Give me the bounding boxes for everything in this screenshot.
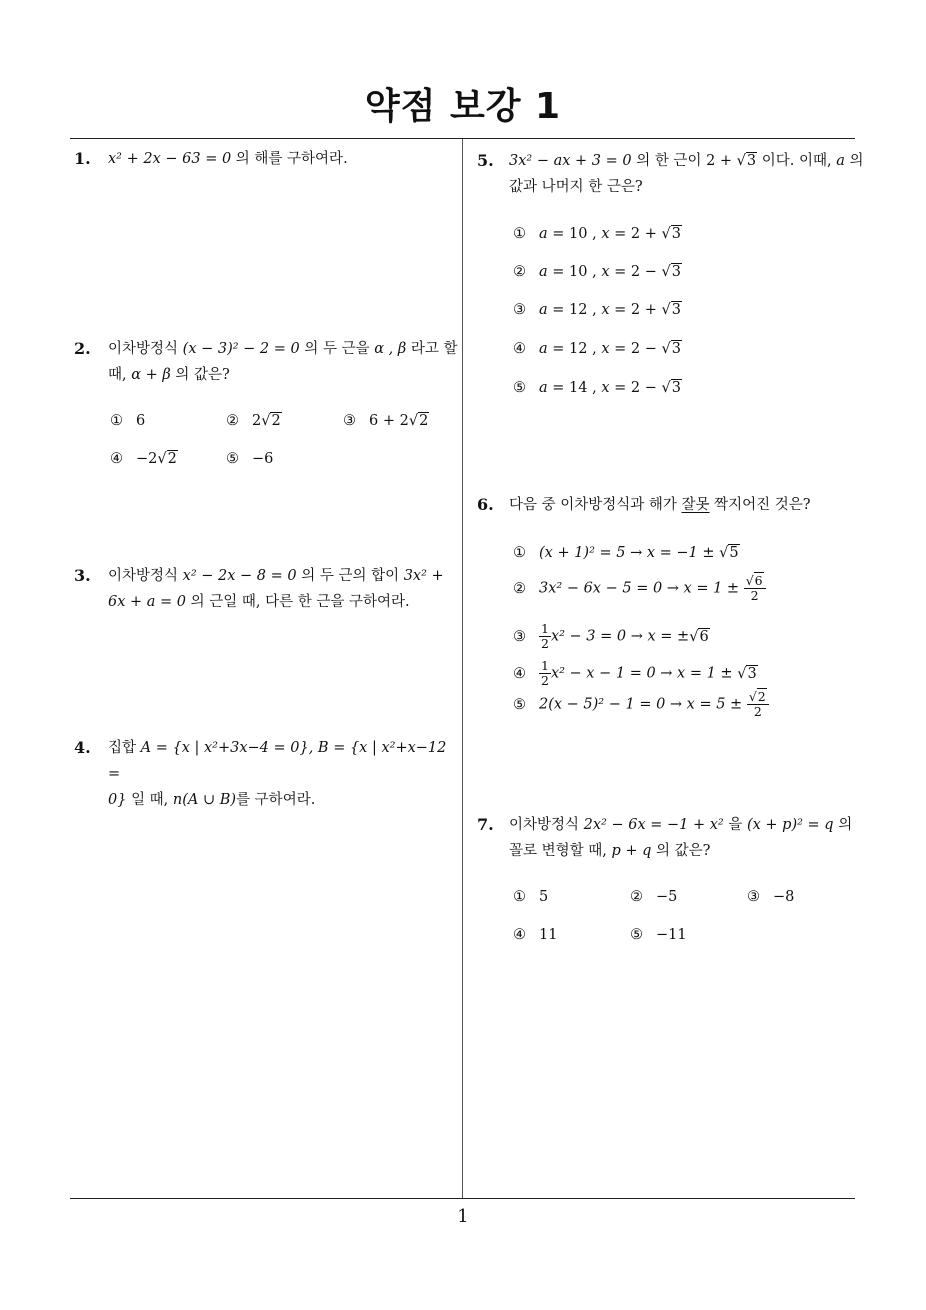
choice-item[interactable]: ⑤ 2(x − 5)² − 1 = 0 → x = 5 ± $\frac{√2}{2}$	[513, 690, 769, 719]
problem-text: 이차방정식 x² − 2x − 8 = 0 의 두 근의 합이 3x² + 6x + a = 0 의 근일 때, 다른 한 근을 구하여라.	[108, 568, 444, 610]
problem-4	[74, 735, 459, 808]
page-title: 약점 보강 1	[364, 86, 562, 127]
problem-text: 이차방정식 2x² − 6x = −1 + x² 을 (x + p)² = q 의 꼴로 변형할 때, p + q 의 값은?	[509, 817, 853, 859]
column-divider	[462, 139, 463, 1198]
choice-item[interactable]: ① (x + 1)² = 5 → x = −1 ± √5	[513, 545, 739, 561]
choice-item[interactable]: ④ $\frac{1}{2}$ x² − x − 1 = 0 → x = 1 ± √3	[513, 658, 757, 688]
choice-item[interactable]: ② 2√2	[226, 413, 281, 429]
choice-item[interactable]: ② 3x² − 6x − 5 = 0 → x = 1 ± $\frac{√6}{2}$	[513, 574, 766, 603]
footer-rule	[70, 1198, 855, 1199]
choice-item[interactable]: ① a = 10 , x = 2 + √3	[513, 226, 681, 242]
problem-text: 집합 A = {x | x²+3x−4 = 0}, B = {x | x²+x−12 = 0} 일 때, n(A ∪ B)를 구하여라.	[108, 740, 447, 808]
problem-number: 6.	[477, 495, 494, 514]
choice-item[interactable]: ③ a = 12 , x = 2 + √3	[513, 302, 681, 318]
problem-number: 4.	[74, 738, 91, 757]
equation: x² + 2x − 63 = 0	[108, 151, 232, 167]
problem-number: 2.	[74, 339, 91, 358]
problem-2	[74, 336, 459, 396]
problem-text: 이차방정식 (x − 3)² − 2 = 0 의 두 근을 α , β 라고 할 때, α + β 의 값은?	[108, 341, 458, 383]
problem-3	[74, 563, 459, 623]
choice-item[interactable]: ③ 6 + 2√2	[343, 413, 429, 429]
problem-text: 다음 중 이차방정식과 해가 잘못 짝지어진 것은?	[509, 497, 811, 513]
problem-number: 5.	[477, 151, 494, 170]
problem-text: x² + 2x − 63 = 0 의 해를 구하여라.	[108, 151, 348, 167]
page-number: 1	[457, 1206, 469, 1227]
problem-number: 1.	[74, 149, 91, 168]
choice-item[interactable]: ⑤ −6	[226, 451, 274, 467]
choice-item[interactable]: ③ −8	[747, 889, 795, 905]
problem-number: 7.	[477, 815, 494, 834]
choice-item[interactable]: ① 6	[110, 413, 146, 429]
choice-item[interactable]: ⑤ −11	[630, 927, 687, 943]
problem-7	[477, 812, 862, 872]
choice-item[interactable]: ④ 11	[513, 927, 558, 943]
choice-item[interactable]: ④ −2√2	[110, 451, 177, 467]
choice-item[interactable]: ② a = 10 , x = 2 − √3	[513, 264, 681, 280]
choice-item[interactable]: ① 5	[513, 889, 549, 905]
choice-item[interactable]: ④ a = 12 , x = 2 − √3	[513, 341, 681, 357]
choice-item[interactable]: ③ $\frac{1}{2}$ x² − 3 = 0 → x = ±√6	[513, 621, 709, 651]
choice-item[interactable]: ② −5	[630, 889, 678, 905]
problem-number: 3.	[74, 566, 91, 585]
problem-text: 3x² − ax + 3 = 0 의 한 근이 2 + √3 이다. 이때, a 의 값과 나머지 한 근은?	[509, 153, 864, 195]
problem-5	[477, 148, 862, 208]
choice-item[interactable]: ⑤ a = 14 , x = 2 − √3	[513, 380, 681, 396]
